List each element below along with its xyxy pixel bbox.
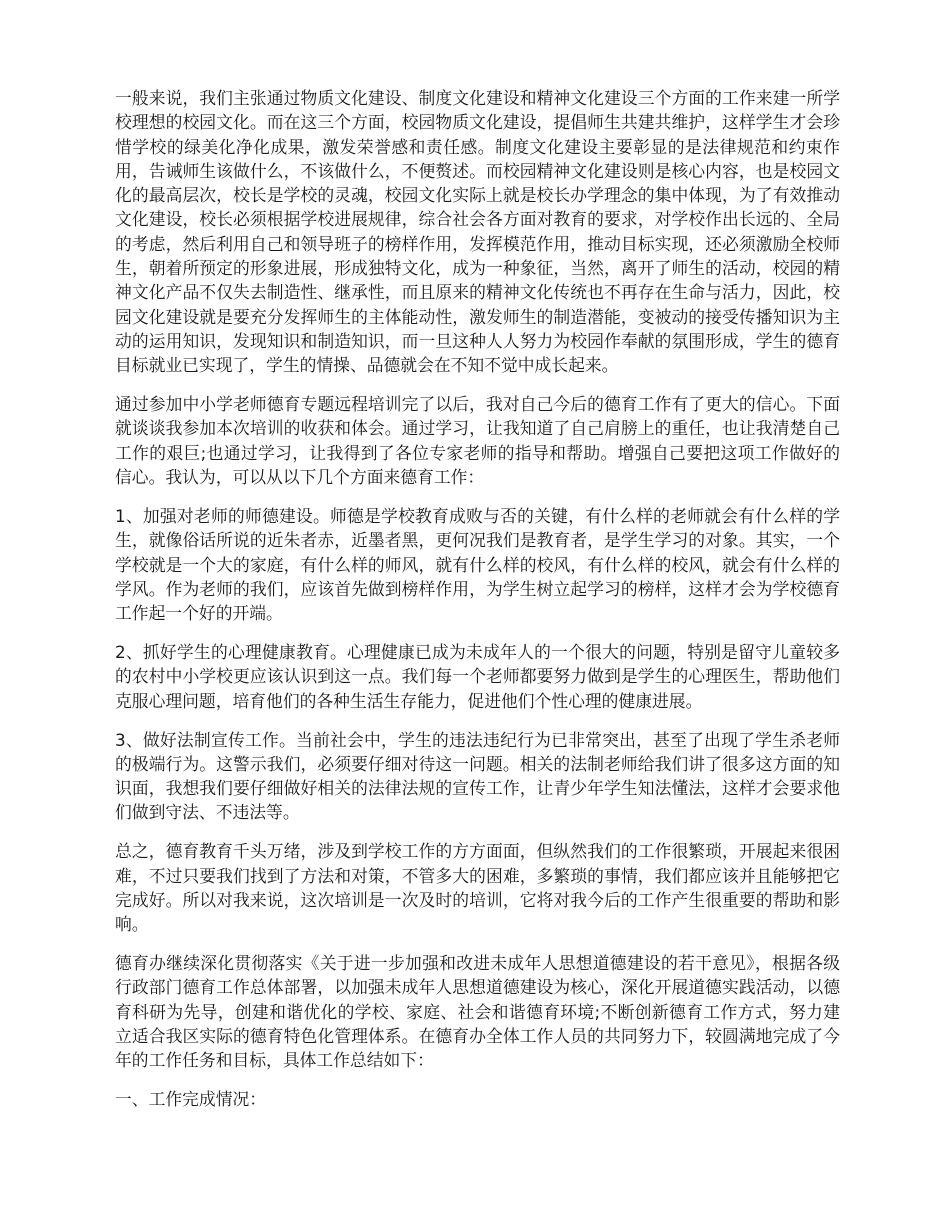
paragraph-point-3-legal-education: 3、做好法制宣传工作。当前社会中，学生的违法违纪行为已非常突出，甚至了出现了学生杀老师的极端行为。这警示我们，必须要仔细对待这一问题。相关的法制老师给我们讲了很多这方面的知识面，我想我们要仔细做好相关的法律法规的宣传工作，让青少年学生知法懂法，这样才会要求他们做到守法、不违法等。	[115, 729, 840, 823]
document-body	[115, 86, 840, 1126]
paragraph-conclusion: 总之，德育教育千头万绪，涉及到学校工作的方方面面，但纵然我们的工作很繁琐，开展起来很困难，不过只要我们找到了方法和对策，不管多大的困难，多繁琐的事情，我们都应该并且能够把它完成好。所以对我来说，这次培训是一次及时的培训，它将对我今后的工作产生很重要的帮助和影响。	[115, 841, 840, 935]
paragraph-point-1-teacher-ethics: 1、加强对老师的师德建设。师德是学校教育成败与否的关键，有什么样的老师就会有什么样的学生，就像俗话所说的近朱者赤，近墨者黑，更何况我们是教育者，是学生学习的对象。其实，一个学校就是一个大的家庭，有什么样的师风，就有什么样的校风，有什么样的校风，就会有什么样的学风。作为老师的我们，应该首先做到榜样作用，为学生树立起学习的榜样，这样才会为学校德育工作起一个好的开端。	[115, 505, 840, 624]
paragraph-office-summary: 德育办继续深化贯彻落实《关于进一步加强和改进未成年人思想道德建设的若干意见》，根据各级行政部门德育工作总体部署，以加强未成年人思想道德建设为核心，深化开展道德实践活动，以德育科研为先导，创建和谐优化的学校、家庭、社会和谐德育环境;不断创新德育工作方式，努力建立适合我区实际的德育特色化管理体系。在德育办全体工作人员的共同努力下，较圆满地完成了今年的工作任务和目标，具体工作总结如下：	[115, 953, 840, 1071]
paragraph-campus-culture: 一般来说，我们主张通过物质文化建设、制度文化建设和精神文化建设三个方面的工作来建一所学校理想的校园文化。而在这三个方面，校园物质文化建设，提倡师生共建共维护，这样学生才会珍惜学校的绿美化净化成果，激发荣誉感和责任感。制度文化建设主要彰显的是法律规范和约束作用，告诫师生该做什么，不该做什么，不便赘述。而校园精神文化建设则是核心内容，也是校园文化的最高层次，校长是学校的灵魂，校园文化实际上就是校长办学理念的集中体现，为了有效推动文化建设，校长必须根据学校进展规律，综合社会各方面对教育的要求，对学校作出长远的、全局的考虑，然后利用自己和领导班子的榜样作用，发挥模范作用，推动目标实现，还必须激励全校师生，朝着所预定的形象进展，形成独特文化，成为一种象征，当然，离开了师生的活动，校园的精神文化产品不仅失去制造性、继承性，而且原来的精神文化传统也不再存在生命与活力，因此，校园文化建设就是要充分发挥师生的主体能动性，激发师生的制造潜能，变被动的接受传播知识为主动的运用知识，发现知识和制造知识，而一旦这种人人努力为校园作奉献的氛围形成，学生的德育目标就业已实现了，学生的情操、品德就会在不知不觉中成长起来。	[115, 88, 840, 376]
section-heading-work-completion: 一、工作完成情况：	[115, 1089, 267, 1110]
paragraph-training-intro: 通过参加中小学老师德育专题远程培训完了以后，我对自己今后的德育工作有了更大的信心。下面就谈谈我参加本次培训的收获和体会。通过学习，让我知道了自己肩膀上的重任，也让我清楚自己工作的艰巨;也通过学习，让我得到了各位专家老师的指导和帮助。增强自己要把这项工作做好的信心。我认为，可以从以下几个方面来德育工作：	[115, 394, 840, 488]
paragraph-point-2-mental-health: 2、抓好学生的心理健康教育。心理健康已成为未成年人的一个很大的问题，特别是留守儿童较多的农村中小学校更应该认识到这一点。我们每一个老师都要努力做到是学生的心理医生，帮助他们克服心理问题，培育他们的各种生活生存能力，促进他们个性心理的健康进展。	[115, 642, 840, 711]
